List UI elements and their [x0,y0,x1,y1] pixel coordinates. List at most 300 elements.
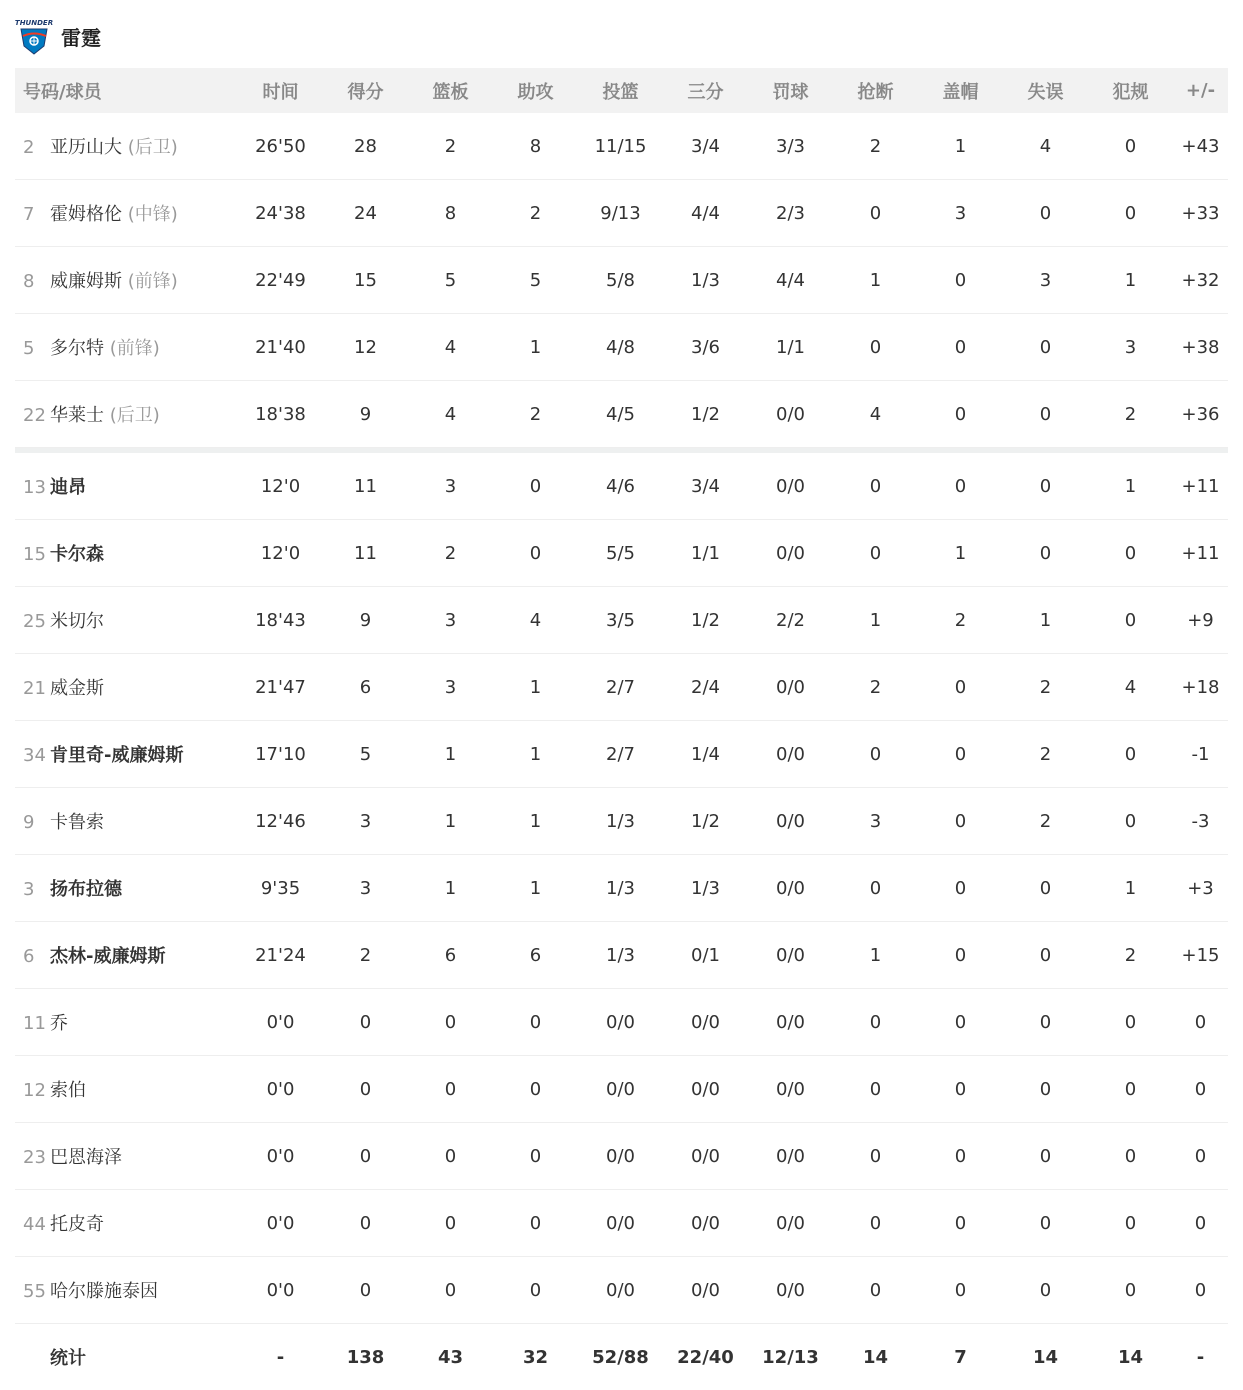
stat-fg: 4/5 [578,381,663,448]
stat-blocks: 0 [918,1123,1003,1190]
stat-points: 12 [323,314,408,381]
stat-points: 15 [323,247,408,314]
stat-fg: 11/15 [578,113,663,180]
stat-rebounds: 0 [408,1056,493,1123]
stat-points: 9 [323,381,408,448]
stat-threes: 2/4 [663,654,748,721]
player-number: 3 [23,879,50,900]
player-cell [15,113,238,180]
stat-assists: 0 [493,1056,578,1123]
stat-rebounds: 0 [408,1257,493,1324]
player-row [15,180,1228,247]
stat-blocks: 0 [918,654,1003,721]
stat-assists: 1 [493,855,578,922]
stat-fouls: 1 [1088,453,1173,520]
stat-assists: 8 [493,113,578,180]
stat-fouls: 0 [1088,1257,1173,1324]
player-row [15,721,1228,788]
stat-plus-minus: 0 [1173,989,1228,1056]
player-row [15,520,1228,587]
player-cell [15,922,238,989]
column-header: 号码/球员 [15,68,238,113]
stat-assists: 6 [493,922,578,989]
column-header: 盖帽 [918,68,1003,113]
stat-turnovers: 1 [1003,587,1088,654]
total-threes: 22/40 [663,1324,748,1390]
stat-plus-minus: +15 [1173,922,1228,989]
thunder-logo [15,16,53,56]
player-number: 25 [23,611,50,632]
stat-threes: 1/3 [663,247,748,314]
stat-threes: 0/0 [663,1056,748,1123]
stat-fg: 0/0 [578,989,663,1056]
stat-points: 2 [323,922,408,989]
stat-blocks: 0 [918,381,1003,448]
total-plus-minus: - [1173,1324,1228,1390]
stat-blocks: 0 [918,1056,1003,1123]
stat-plus-minus: +33 [1173,180,1228,247]
player-number: 44 [23,1214,50,1235]
stat-turnovers: 0 [1003,1190,1088,1257]
stat-assists: 0 [493,453,578,520]
box-score-table [15,68,1228,1390]
player-name: 哈尔滕施泰因 [50,1281,158,1302]
stat-turnovers: 0 [1003,520,1088,587]
stat-ft: 0/0 [748,453,833,520]
player-number: 22 [23,405,50,426]
stat-rebounds: 0 [408,1190,493,1257]
stat-blocks: 0 [918,855,1003,922]
stat-blocks: 0 [918,247,1003,314]
table-header-row [15,68,1228,113]
player-number: 55 [23,1281,50,1302]
stat-steals: 0 [833,855,918,922]
stat-assists: 0 [493,1257,578,1324]
player-row [15,587,1228,654]
stat-points: 0 [323,1257,408,1324]
stat-rebounds: 3 [408,654,493,721]
stat-ft: 0/0 [748,721,833,788]
stat-rebounds: 8 [408,180,493,247]
total-points: 138 [323,1324,408,1390]
stat-turnovers: 3 [1003,247,1088,314]
stat-plus-minus: +11 [1173,520,1228,587]
stat-ft: 1/1 [748,314,833,381]
stat-turnovers: 2 [1003,654,1088,721]
player-name: 肯里奇-威廉姆斯 [50,745,183,766]
stat-blocks: 1 [918,113,1003,180]
player-number: 34 [23,745,50,766]
stat-ft: 2/3 [748,180,833,247]
stat-fouls: 0 [1088,788,1173,855]
stat-steals: 1 [833,247,918,314]
stat-plus-minus: +43 [1173,113,1228,180]
stat-turnovers: 2 [1003,721,1088,788]
stat-assists: 2 [493,381,578,448]
stat-steals: 0 [833,180,918,247]
total-ft: 12/13 [748,1324,833,1390]
stat-points: 0 [323,989,408,1056]
column-header: 得分 [323,68,408,113]
column-header: 失误 [1003,68,1088,113]
stat-plus-minus: +38 [1173,314,1228,381]
stat-points: 6 [323,654,408,721]
stat-points: 3 [323,788,408,855]
player-row [15,855,1228,922]
player-name: 卡鲁索 [50,812,104,833]
stat-points: 0 [323,1123,408,1190]
stat-plus-minus: +9 [1173,587,1228,654]
stat-turnovers: 0 [1003,1257,1088,1324]
stat-fouls: 0 [1088,721,1173,788]
stat-blocks: 0 [918,314,1003,381]
totals-label: 统计 [50,1348,86,1369]
stat-rebounds: 2 [408,520,493,587]
column-header: 时间 [238,68,323,113]
player-position: (前锋) [128,271,178,292]
stat-points: 5 [323,721,408,788]
stat-assists: 1 [493,788,578,855]
stat-rebounds: 2 [408,113,493,180]
stat-rebounds: 5 [408,247,493,314]
stat-plus-minus: +32 [1173,247,1228,314]
player-number: 7 [23,204,50,225]
stat-fg: 9/13 [578,180,663,247]
stat-ft: 0/0 [748,788,833,855]
stat-fg: 2/7 [578,721,663,788]
stat-fouls: 2 [1088,922,1173,989]
stat-plus-minus: +11 [1173,453,1228,520]
player-name: 威廉姆斯 [50,271,122,292]
stat-turnovers: 0 [1003,989,1088,1056]
stat-minutes: 0'0 [238,1257,323,1324]
stat-assists: 1 [493,721,578,788]
stat-steals: 1 [833,587,918,654]
stat-fouls: 0 [1088,520,1173,587]
stat-fg: 0/0 [578,1123,663,1190]
player-number: 5 [23,338,50,359]
stat-assists: 2 [493,180,578,247]
stat-plus-minus: 0 [1173,1190,1228,1257]
player-cell [15,721,238,788]
player-row [15,453,1228,520]
stat-steals: 3 [833,788,918,855]
stat-rebounds: 3 [408,453,493,520]
stat-threes: 1/2 [663,381,748,448]
player-name: 托皮奇 [50,1214,104,1235]
player-cell [15,1056,238,1123]
stat-blocks: 0 [918,453,1003,520]
stat-rebounds: 1 [408,855,493,922]
total-assists: 32 [493,1324,578,1390]
stat-threes: 0/0 [663,1257,748,1324]
stat-points: 9 [323,587,408,654]
stat-minutes: 0'0 [238,989,323,1056]
stat-minutes: 18'43 [238,587,323,654]
stat-minutes: 12'0 [238,453,323,520]
player-row [15,247,1228,314]
player-name: 卡尔森 [50,544,104,565]
column-header: 助攻 [493,68,578,113]
stat-fouls: 1 [1088,855,1173,922]
stat-turnovers: 0 [1003,381,1088,448]
stat-steals: 1 [833,922,918,989]
player-position: (后卫) [110,405,160,426]
stat-rebounds: 3 [408,587,493,654]
stat-minutes: 0'0 [238,1123,323,1190]
stat-fg: 3/5 [578,587,663,654]
player-name: 索伯 [50,1080,86,1101]
stat-fouls: 0 [1088,587,1173,654]
stat-blocks: 0 [918,1257,1003,1324]
stat-fouls: 0 [1088,1123,1173,1190]
total-rebounds: 43 [408,1324,493,1390]
stat-threes: 3/4 [663,113,748,180]
stat-minutes: 18'38 [238,381,323,448]
stat-fg: 5/8 [578,247,663,314]
stat-minutes: 0'0 [238,1056,323,1123]
stat-threes: 0/0 [663,1190,748,1257]
stat-plus-minus: 0 [1173,1123,1228,1190]
stat-turnovers: 0 [1003,855,1088,922]
stat-assists: 5 [493,247,578,314]
stat-minutes: 24'38 [238,180,323,247]
stat-threes: 1/3 [663,855,748,922]
stat-ft: 0/0 [748,654,833,721]
column-header: 投篮 [578,68,663,113]
stat-points: 0 [323,1190,408,1257]
stat-assists: 0 [493,989,578,1056]
stat-minutes: 12'46 [238,788,323,855]
player-number: 2 [23,137,50,158]
stat-threes: 4/4 [663,180,748,247]
player-row [15,1056,1228,1123]
stat-fg: 5/5 [578,520,663,587]
stat-ft: 0/0 [748,989,833,1056]
player-name: 乔 [50,1013,68,1034]
team-name: 雷霆 [61,22,101,51]
column-header: 犯规 [1088,68,1173,113]
stat-fouls: 3 [1088,314,1173,381]
stat-fg: 0/0 [578,1190,663,1257]
column-header: 罚球 [748,68,833,113]
stat-assists: 4 [493,587,578,654]
stat-points: 11 [323,453,408,520]
stat-plus-minus: +18 [1173,654,1228,721]
stat-fg: 2/7 [578,654,663,721]
stat-ft: 0/0 [748,1056,833,1123]
column-header: +/- [1173,68,1228,113]
stat-plus-minus: +3 [1173,855,1228,922]
stat-fouls: 0 [1088,1056,1173,1123]
player-cell [15,314,238,381]
player-number: 15 [23,544,50,565]
player-name: 迪昂 [50,477,86,498]
player-cell [15,1257,238,1324]
stat-minutes: 22'49 [238,247,323,314]
stat-minutes: 9'35 [238,855,323,922]
stat-minutes: 26'50 [238,113,323,180]
stat-assists: 0 [493,1123,578,1190]
player-name: 亚历山大 [50,137,122,158]
player-row [15,788,1228,855]
player-cell [15,520,238,587]
player-row [15,654,1228,721]
column-header: 篮板 [408,68,493,113]
player-row [15,1123,1228,1190]
stat-minutes: 12'0 [238,520,323,587]
stat-steals: 0 [833,453,918,520]
stat-minutes: 0'0 [238,1190,323,1257]
stat-blocks: 0 [918,721,1003,788]
stat-fouls: 1 [1088,247,1173,314]
stat-ft: 0/0 [748,520,833,587]
stat-steals: 0 [833,520,918,587]
svg-text:THUNDER: THUNDER [15,19,53,27]
stat-threes: 1/4 [663,721,748,788]
player-row [15,381,1228,448]
stat-assists: 0 [493,1190,578,1257]
player-cell [15,453,238,520]
stat-fg: 1/3 [578,788,663,855]
player-cell [15,180,238,247]
player-name: 霍姆格伦 [50,204,122,225]
total-turnovers: 14 [1003,1324,1088,1390]
stat-fg: 4/8 [578,314,663,381]
stat-fouls: 2 [1088,381,1173,448]
stat-fg: 0/0 [578,1056,663,1123]
player-row [15,314,1228,381]
stat-ft: 2/2 [748,587,833,654]
player-cell [15,855,238,922]
stat-steals: 4 [833,381,918,448]
totals-row [15,1324,1228,1390]
stat-threes: 3/4 [663,453,748,520]
stat-plus-minus: -3 [1173,788,1228,855]
stat-blocks: 0 [918,922,1003,989]
stat-steals: 0 [833,721,918,788]
player-row [15,922,1228,989]
player-number: 13 [23,477,50,498]
stat-threes: 1/2 [663,788,748,855]
team-header [15,14,101,58]
stat-assists: 1 [493,654,578,721]
stat-fouls: 0 [1088,1190,1173,1257]
stat-ft: 4/4 [748,247,833,314]
stat-steals: 0 [833,1190,918,1257]
stat-turnovers: 0 [1003,1123,1088,1190]
player-cell [15,788,238,855]
player-name: 华莱士 [50,405,104,426]
player-position: (前锋) [110,338,160,359]
stat-points: 24 [323,180,408,247]
stat-rebounds: 6 [408,922,493,989]
stat-ft: 0/0 [748,855,833,922]
player-cell [15,247,238,314]
stat-assists: 1 [493,314,578,381]
stat-ft: 0/0 [748,381,833,448]
stat-plus-minus: -1 [1173,721,1228,788]
stat-fg: 1/3 [578,855,663,922]
stat-threes: 0/0 [663,989,748,1056]
total-minutes: - [238,1324,323,1390]
player-number: 11 [23,1013,50,1034]
player-row [15,113,1228,180]
stat-blocks: 0 [918,1190,1003,1257]
total-blocks: 7 [918,1324,1003,1390]
player-name: 扬布拉德 [50,879,122,900]
player-name: 威金斯 [50,678,104,699]
stat-turnovers: 0 [1003,922,1088,989]
stat-minutes: 21'24 [238,922,323,989]
stat-steals: 0 [833,1257,918,1324]
player-number: 12 [23,1080,50,1101]
stat-steals: 2 [833,113,918,180]
stat-ft: 0/0 [748,922,833,989]
player-name: 巴恩海泽 [50,1147,122,1168]
stat-minutes: 17'10 [238,721,323,788]
player-number: 21 [23,678,50,699]
stat-assists: 0 [493,520,578,587]
stat-turnovers: 2 [1003,788,1088,855]
stat-steals: 2 [833,654,918,721]
stat-threes: 3/6 [663,314,748,381]
stat-blocks: 2 [918,587,1003,654]
stat-fg: 4/6 [578,453,663,520]
stat-ft: 0/0 [748,1257,833,1324]
stat-rebounds: 0 [408,1123,493,1190]
totals-label-cell [15,1324,238,1390]
stat-blocks: 0 [918,788,1003,855]
stat-ft: 0/0 [748,1190,833,1257]
stat-rebounds: 1 [408,721,493,788]
total-fg: 52/88 [578,1324,663,1390]
stat-blocks: 1 [918,520,1003,587]
total-steals: 14 [833,1324,918,1390]
player-cell [15,1123,238,1190]
stat-minutes: 21'40 [238,314,323,381]
stat-steals: 0 [833,1123,918,1190]
stat-turnovers: 0 [1003,314,1088,381]
stat-rebounds: 4 [408,381,493,448]
player-position: (后卫) [128,137,178,158]
column-header: 三分 [663,68,748,113]
stat-ft: 3/3 [748,113,833,180]
player-row [15,989,1228,1056]
stat-turnovers: 0 [1003,453,1088,520]
stat-threes: 1/1 [663,520,748,587]
stat-turnovers: 0 [1003,180,1088,247]
stat-fouls: 0 [1088,180,1173,247]
stat-threes: 0/0 [663,1123,748,1190]
player-name: 米切尔 [50,611,104,632]
stat-fg: 1/3 [578,922,663,989]
player-number: 6 [23,946,50,967]
stat-steals: 0 [833,314,918,381]
stat-fg: 0/0 [578,1257,663,1324]
player-number: 23 [23,1147,50,1168]
stat-points: 0 [323,1056,408,1123]
stat-minutes: 21'47 [238,654,323,721]
player-name: 杰林-威廉姆斯 [50,946,165,967]
stat-points: 28 [323,113,408,180]
column-header: 抢断 [833,68,918,113]
player-number: 9 [23,812,50,833]
stat-blocks: 3 [918,180,1003,247]
stat-points: 3 [323,855,408,922]
stat-fouls: 0 [1088,113,1173,180]
stat-plus-minus: 0 [1173,1056,1228,1123]
